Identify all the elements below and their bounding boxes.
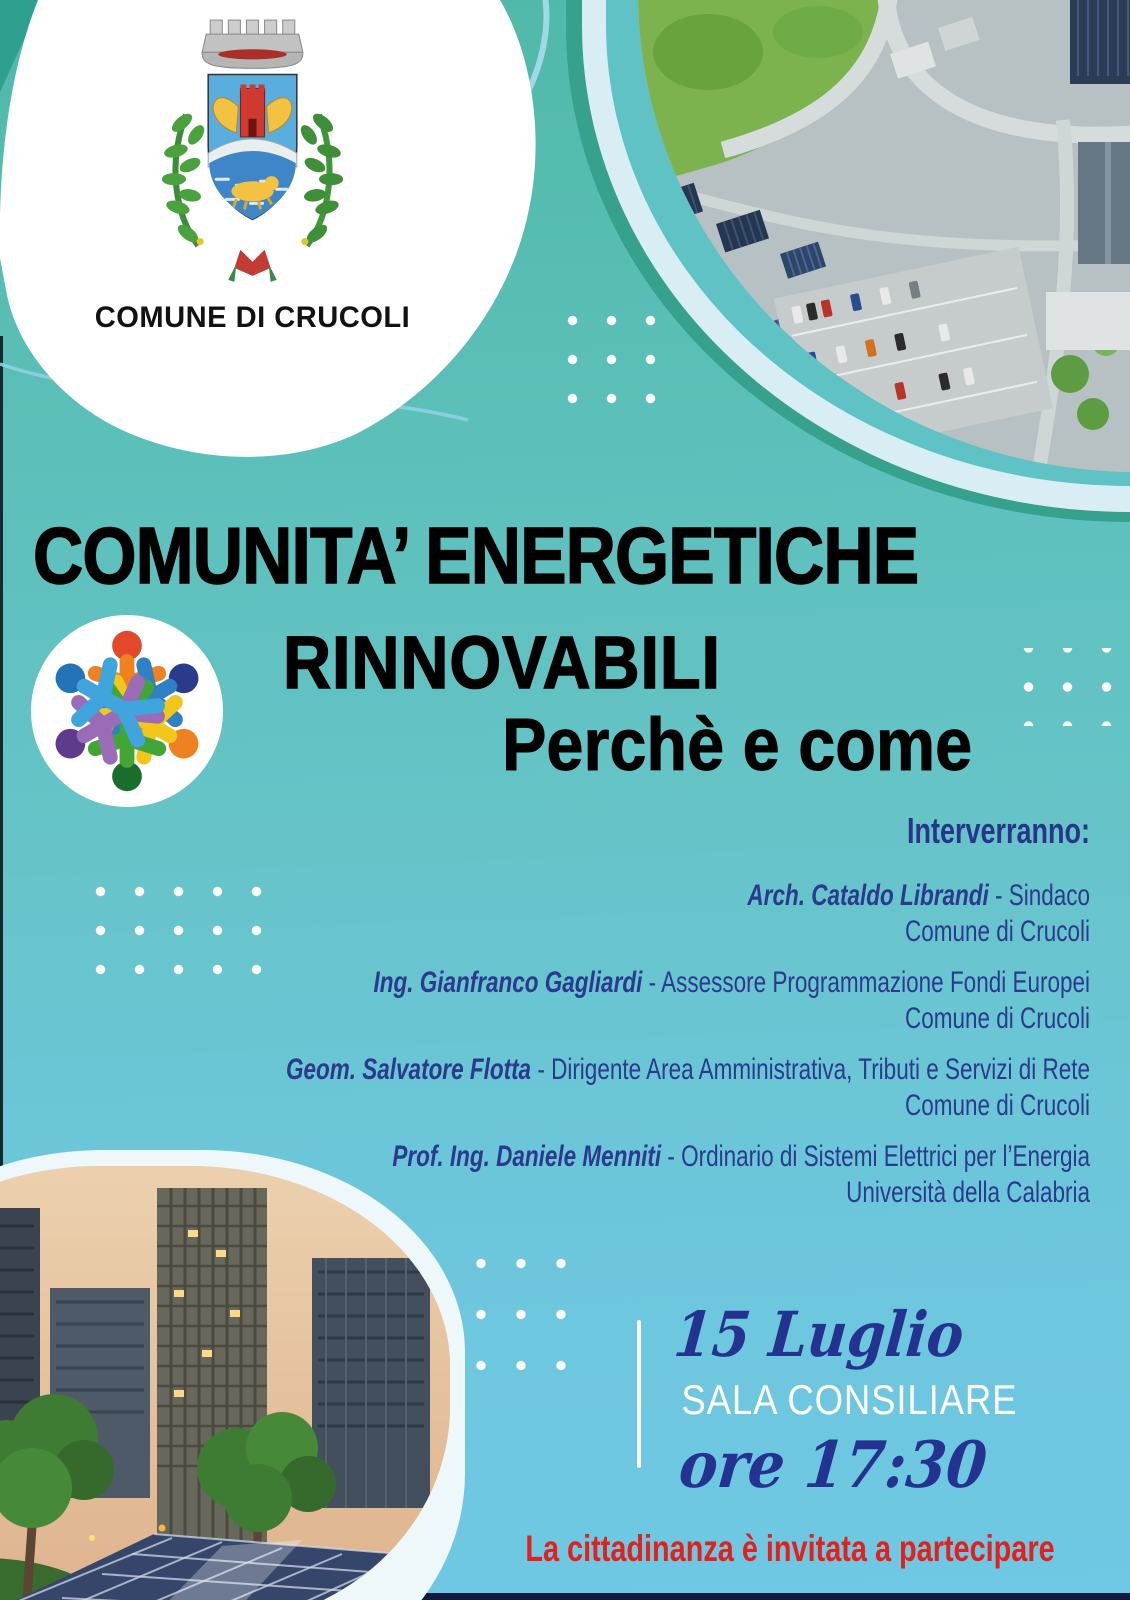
speaker-role: - Sindaco [994,879,1090,912]
speaker-name: Geom. Salvatore Flotta [285,1053,532,1086]
speaker-role: - Assessore Programmazione Fondi Europei [648,966,1090,999]
speaker-org: Università della Calabria [846,1176,1090,1209]
event-cta: La cittadinanza è invitata a partecipare [525,1528,1055,1569]
dot-grid-top-right [553,301,670,418]
event-divider-line [637,1320,641,1468]
speaker-item [286,1052,1090,1124]
speaker-org: Comune di Crucoli [904,915,1090,948]
event-venue: SALA CONSILIARE [681,1376,1018,1423]
dot-grid-right [1009,648,1126,726]
speaker-role: - Dirigente Area Amministrativa, Tributi e Servizi di Rete [537,1053,1090,1086]
city-solar-photo [0,1166,450,1600]
municipality-name: COMUNE DI CRUCOLI [94,301,411,334]
aerial-solar-photo [638,0,1130,472]
speakers-section [286,810,1090,1226]
event-time: ore 17:30 [675,1428,991,1503]
speaker-item [286,1139,1090,1211]
crucoli-coat-of-arms-icon [150,10,355,292]
speaker-name: Prof. Ing. Daniele Menniti [392,1140,662,1173]
event-date: 15 Luglio [671,1298,967,1371]
poster-subtitle: Perchè e come [502,703,973,786]
community-people-circle-icon [28,612,226,810]
speaker-name: Ing. Gianfranco Gagliardi [373,966,643,999]
aerial-photo-illustration [638,0,1130,472]
poster-title-line1: COMUNITA’ ENERGETICHE [33,511,919,600]
city-photo-illustration [0,1166,450,1600]
poster-title-line2: RINNOVABILI [283,621,721,704]
speaker-role: - Ordinario di Sistemi Elettrici per l’Energia [667,1140,1090,1173]
speaker-item [286,965,1090,1037]
speaker-name: Arch. Cataldo Librandi [747,879,989,912]
speakers-heading: Interverranno: [906,810,1090,851]
speaker-org: Comune di Crucoli [904,1089,1090,1122]
dot-grid-bottom [461,1238,581,1391]
speaker-item [286,878,1090,950]
speaker-org: Comune di Crucoli [904,1002,1090,1035]
dot-grid-left [81,872,276,989]
